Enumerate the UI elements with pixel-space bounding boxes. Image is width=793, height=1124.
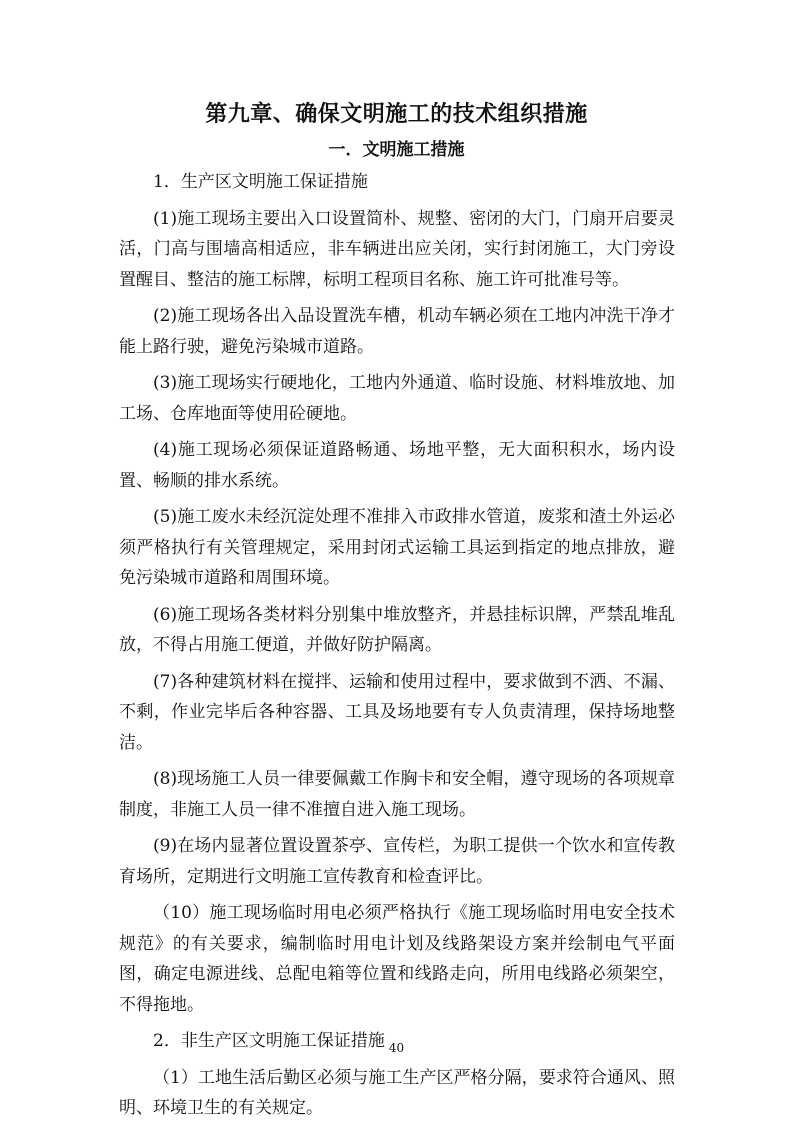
- paragraph-6: (6)施工现场各类材料分别集中堆放整齐，并悬挂标识牌，严禁乱堆乱放，不得占用施工便道，并做好防护隔离。: [119, 604, 675, 655]
- paragraph-3: (3)施工现场实行硬地化，工地内外通道、临时设施、材料堆放地、加工场、仓库地面等使用砼硬地。: [119, 373, 675, 424]
- subheading-production: 1．生产区文明施工保证措施: [153, 172, 368, 192]
- paragraph-1: (1)施工现场主要出入口设置简朴、规整、密闭的大门，门扇开启要灵活，门高与围墙高相适应，非车辆进出应关闭，实行封闭施工，大门旁设置醒目、整洁的施工标牌，标明工程项目名称、施工许可批准号等。: [119, 208, 675, 290]
- paragraph-4: (4)施工现场必须保证道路畅通、场地平整，无大面积积水，场内设置、畅顺的排水系统。: [119, 440, 675, 491]
- paragraph-5: (5)施工废水未经沉淀处理不准排入市政排水管道，废浆和渣土外运必须严格执行有关管理规定，采用封闭式运输工具运到指定的地点排放，避免污染城市道路和周围环境。: [119, 507, 675, 588]
- chapter-title: 第九章、确保文明施工的技术组织措施: [205, 102, 588, 127]
- paragraph-10: （10）施工现场临时用电必须严格执行《施工现场临时用电安全技术规范》的有关要求，编制临时用电计划及线路架设方案并绘制电气平面图，确定电源进线、总配电箱等位置和线路走向，所用电线路必须架空，不得拖地。: [119, 903, 675, 1015]
- paragraph-11: （1）工地生活后勤区必须与施工生产区严格分隔，要求符合通风、照明、环境卫生的有关规定。: [119, 1067, 675, 1118]
- paragraph-8: (8)现场施工人员一律要佩戴工作胸卡和安全帽，遵守现场的各项规章制度，非施工人员一律不准擅自进入施工现场。: [119, 769, 675, 820]
- paragraph-9: (9)在场内显著位置设置茶亭、宣传栏，为职工提供一个饮水和宣传教育场所，定期进行文明施工宣传教育和检查评比。: [119, 836, 675, 887]
- document-body: [119, 167, 675, 1124]
- paragraph-7: (7)各种建筑材料在搅拌、运输和使用过程中，要求做到不洒、不漏、不剩，作业完毕后各种容器、工具及场地要有专人负责清理，保持场地整洁。: [119, 671, 675, 753]
- subheading-non-production: 2．非生产区文明施工保证措施: [153, 1031, 385, 1051]
- page-number: 40: [388, 1041, 405, 1055]
- section-title: 一．文明施工措施: [328, 140, 465, 160]
- paragraph-2: (2)施工现场各出入品设置洗车槽，机动车辆必须在工地内冲洗干净才能上路行驶，避免污染城市道路。: [119, 306, 675, 357]
